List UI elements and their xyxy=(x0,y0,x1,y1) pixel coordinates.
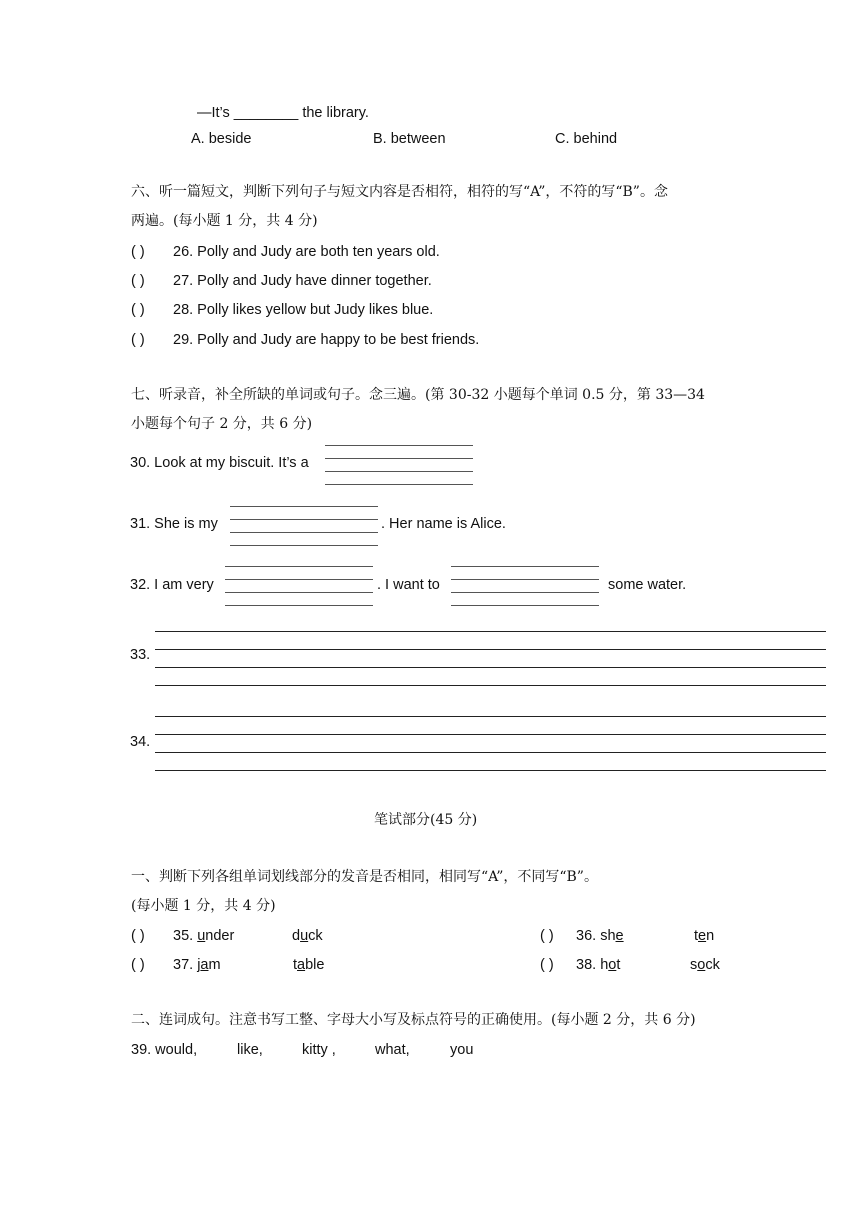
question-34: 34. xyxy=(130,734,151,750)
question-31-start: 31. She is my xyxy=(130,516,218,532)
section6-title-line1: 六、听一篇短文，判断下列句子与短文内容是否相符，相符的写“A”，不符的写“B”。念 xyxy=(131,184,668,200)
option-b: B. between xyxy=(373,131,446,147)
option-a: A. beside xyxy=(191,131,252,147)
question-31-end: . Her name is Alice. xyxy=(381,516,506,532)
written1-title-line1: 一、判断下列各组单词划线部分的发音是否相同，相同写“A”，不同写“B”。 xyxy=(131,869,598,885)
answer-paren: ( ) xyxy=(540,928,554,944)
written1-title-line2: (每小题 1 分，共 4 分) xyxy=(131,898,276,914)
question-33: 33. xyxy=(130,647,151,663)
question-35-word2: duck xyxy=(292,928,323,944)
question-38-word2: sock xyxy=(690,957,720,973)
question-36: 36. she xyxy=(576,928,624,944)
question-37: 37. jam xyxy=(173,957,221,973)
section7-title-line2: 小题每个句子 2 分，共 6 分) xyxy=(131,416,313,432)
question-39-number: 39. would, xyxy=(131,1042,198,1058)
answer-paren: ( ) xyxy=(131,332,145,348)
answer-paren: ( ) xyxy=(131,957,145,973)
section6-title-line2: 两遍。(每小题 1 分，共 4 分) xyxy=(131,213,318,229)
question-28: 28. Polly likes yellow but Judy likes blue. xyxy=(173,302,434,318)
question-32-start: 32. I am very xyxy=(130,577,214,593)
question-29: 29. Polly and Judy are happy to be best friends. xyxy=(173,332,480,348)
answer-paren: ( ) xyxy=(131,273,145,289)
question-30: 30. Look at my biscuit. It’s a xyxy=(130,455,309,471)
question-32-mid: . I want to xyxy=(377,577,440,593)
answer-paren: ( ) xyxy=(131,928,145,944)
question-32-end: some water. xyxy=(608,577,687,593)
question-38: 38. hot xyxy=(576,957,621,973)
section7-title-line1: 七、听录音，补全所缺的单词或句子。念三遍。(第 30-32 小题每个单词 0.5 分，第 33—34 xyxy=(131,387,705,403)
written2-title: 二、连词成句。注意书写工整、字母大小写及标点符号的正确使用。(每小题 2 分，共 6 分) xyxy=(131,1012,696,1028)
question-39-word: kitty , xyxy=(302,1042,336,1058)
question-39-word: you xyxy=(450,1042,474,1058)
question-26: 26. Polly and Judy are both ten years old. xyxy=(173,244,440,260)
answer-paren: ( ) xyxy=(131,244,145,260)
written-part-heading: 笔试部分(45 分) xyxy=(374,812,478,828)
answer-paren: ( ) xyxy=(131,302,145,318)
question-27: 27. Polly and Judy have dinner together. xyxy=(173,273,432,289)
question-36-word2: ten xyxy=(694,928,715,944)
option-c: C. behind xyxy=(555,131,618,147)
question-37-word2: table xyxy=(293,957,325,973)
question-39-word: what, xyxy=(375,1042,410,1058)
answer-paren: ( ) xyxy=(540,957,554,973)
answer-line: —It’s ________ the library. xyxy=(197,105,369,121)
question-39-word: like, xyxy=(237,1042,263,1058)
question-35: 35. under xyxy=(173,928,235,944)
